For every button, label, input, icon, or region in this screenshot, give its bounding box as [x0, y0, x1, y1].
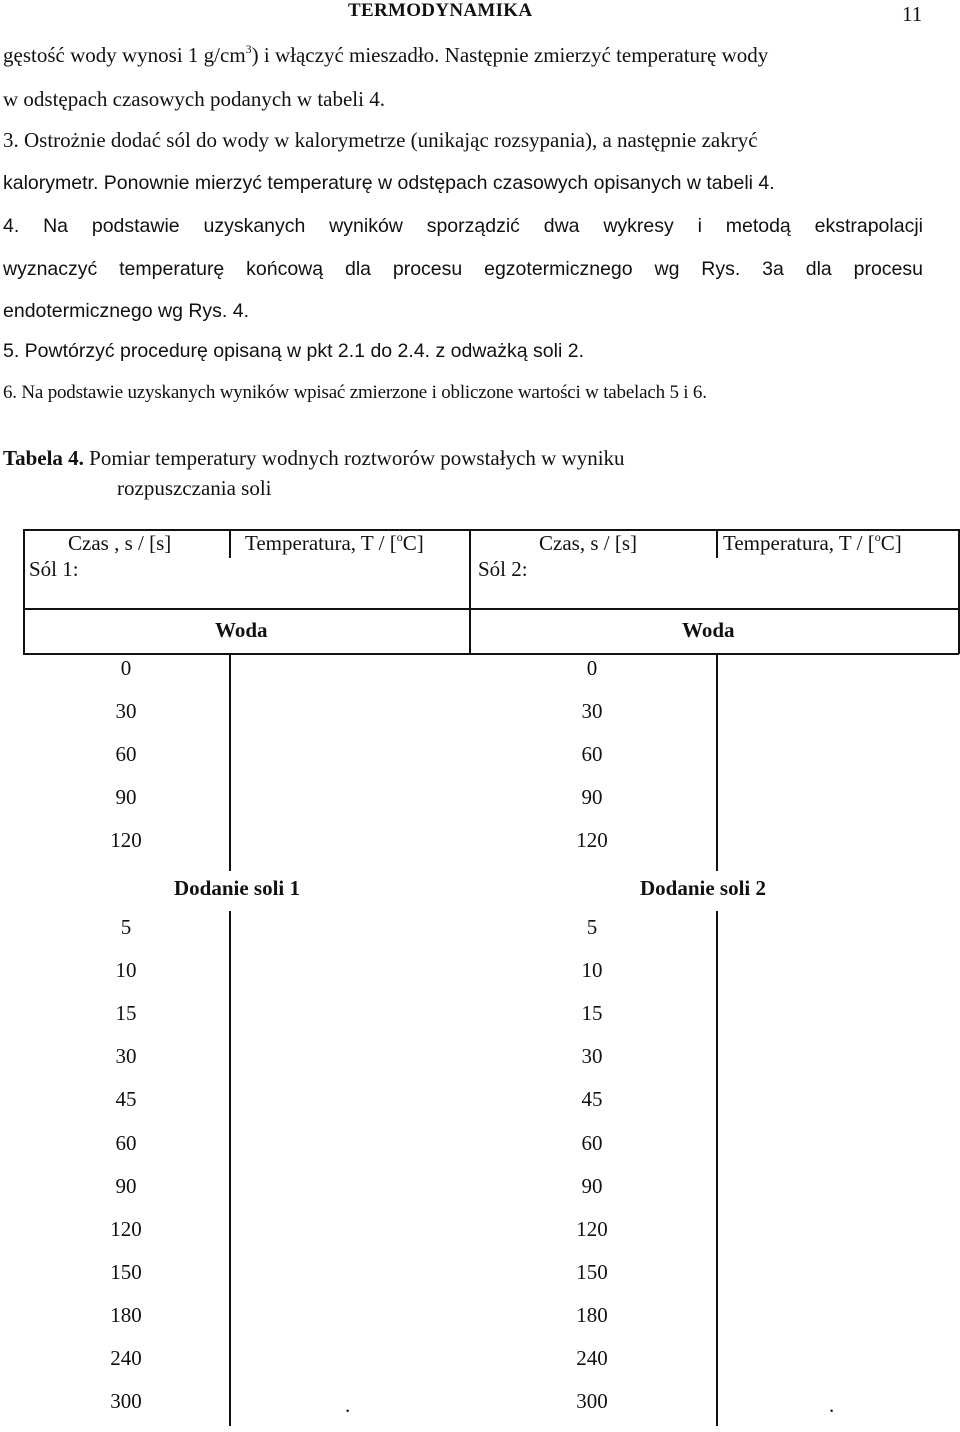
body-line-3: 3. Ostrożnie dodać sól do wody w kalorymetrze (unikając rozsypania), a następnie zakryć [3, 128, 758, 152]
salt-heading-2: Dodanie soli 2 [640, 876, 767, 900]
salt-time-cell-2: 180 [576, 1302, 608, 1327]
measurement-table [23, 526, 959, 1426]
header-temperature-2-b: C] [880, 531, 902, 555]
salt-time-cell-1: 300 [110, 1389, 142, 1414]
body-line-7: endotermicznego wg Rys. 4. [3, 300, 250, 322]
body-line-9: 6. Na podstawie uzyskanych wyników wpisać zmierzone i obliczone wartości w tabelach 5 i 6. [3, 382, 707, 403]
salt-time-cell-1: 150 [110, 1259, 142, 1284]
page-header-title: TERMODYNAMIKA [348, 0, 533, 21]
water-heading-2: Woda [682, 618, 735, 642]
water-time-divider-1 [229, 653, 231, 871]
body-line-1 [3, 42, 768, 68]
body-line-2: w odstępach czasowych podanych w tabeli 4. [3, 87, 385, 111]
header-divider-1 [229, 529, 231, 558]
salt-time-cell-1: 60 [115, 1130, 137, 1155]
salt-time-cell-1: 10 [115, 958, 137, 983]
page-number: 11 [902, 2, 923, 26]
water-row-top [23, 653, 959, 655]
header-time-2: Czas, s / [s] [539, 531, 637, 555]
header-temperature-1 [245, 531, 424, 556]
water-time-divider-2 [716, 653, 718, 871]
salt-time-cell-2: 240 [576, 1346, 608, 1370]
body-line-1-a: gęstość wody wynosi 1 g/cm [3, 43, 246, 67]
water-left-border [23, 608, 25, 654]
table-caption-label: Tabela 4. [3, 446, 84, 470]
table-sol-divider [23, 608, 959, 610]
table-caption-line-2: rozpuszczania soli [117, 476, 272, 500]
water-time-cell-1: 0 [120, 656, 132, 680]
salt-time-divider-2 [716, 911, 718, 1426]
salt-time-cell-1: 5 [120, 915, 132, 939]
salt-time-cell-1: 180 [110, 1302, 142, 1327]
degree-sup-1: o [396, 530, 403, 544]
water-time-cell-1: 30 [115, 699, 137, 724]
water-time-cell-2: 120 [576, 828, 608, 853]
salt-time-cell-2: 90 [581, 1173, 603, 1198]
water-time-cell-2: 0 [586, 656, 598, 680]
salt-heading-1: Dodanie soli 1 [174, 876, 301, 900]
salt-time-divider-1 [229, 911, 231, 1426]
header-divider-3 [716, 529, 718, 558]
superscript-3: 3 [245, 42, 252, 56]
table-right-border [958, 529, 960, 609]
salt-2-label: Sól 2: [478, 557, 528, 581]
body-line-4: kalorymetr. Ponownie mierzyć temperaturę w odstępach czasowych opisanych w tabeli 4. [3, 172, 775, 194]
salt-1-label: Sól 1: [29, 557, 79, 581]
salt-time-cell-1: 90 [115, 1173, 137, 1198]
header-temperature-2 [723, 531, 902, 556]
water-time-cell-1: 60 [115, 742, 137, 767]
salt-time-cell-2: 30 [581, 1044, 603, 1069]
water-heading-1: Woda [215, 618, 268, 642]
header-temperature-1-b: C] [402, 531, 424, 555]
salt-time-cell-1: 120 [110, 1216, 142, 1241]
trailing-dot-2: . [829, 1393, 835, 1417]
salt-time-cell-2: 120 [576, 1216, 608, 1241]
body-line-5: 4. Na podstawie uzyskanych wyników sporządzić dwa wykresy i metodą ekstrapolacji [3, 215, 923, 237]
degree-sup-2: o [874, 530, 881, 544]
body-line-8: 5. Powtórzyć procedurę opisaną w pkt 2.1 do 2.4. z odważką soli 2. [3, 340, 584, 362]
salt-time-cell-2: 10 [581, 958, 603, 983]
salt-time-cell-2: 150 [576, 1259, 608, 1284]
salt-time-cell-1: 30 [115, 1044, 137, 1069]
salt-time-cell-2: 300 [576, 1389, 608, 1414]
header-temperature-2-a: Temperatura, T / [ [723, 531, 875, 555]
water-time-cell-1: 120 [110, 828, 142, 853]
salt-time-cell-1: 45 [115, 1087, 137, 1112]
water-time-cell-2: 90 [581, 785, 603, 810]
salt-time-cell-2: 5 [586, 915, 598, 939]
water-mid-border [469, 608, 471, 654]
water-time-cell-1: 90 [115, 785, 137, 810]
table-caption [3, 446, 625, 471]
body-line-1-b: ) i włączyć mieszadło. Następnie zmierzyć temperaturę wody [251, 43, 769, 67]
table-left-border [23, 529, 25, 609]
header-temperature-1-a: Temperatura, T / [ [245, 531, 397, 555]
salt-time-cell-1: 240 [110, 1346, 142, 1370]
salt-time-cell-1: 15 [115, 1001, 137, 1026]
salt-time-cell-2: 45 [581, 1087, 603, 1112]
water-right-border [958, 608, 960, 654]
salt-time-cell-2: 15 [581, 1001, 603, 1026]
salt-time-cell-2: 60 [581, 1130, 603, 1155]
table-mid-border [469, 529, 471, 609]
body-line-6: wyznaczyć temperaturę końcową dla procesu egzotermicznego wg Rys. 3a dla procesu [3, 258, 923, 280]
header-time-1: Czas , s / [s] [68, 531, 172, 555]
water-time-cell-2: 60 [581, 742, 603, 767]
table-caption-text: Pomiar temperatury wodnych roztworów powstałych w wyniku [89, 446, 625, 470]
water-time-cell-2: 30 [581, 699, 603, 724]
trailing-dot-1: . [345, 1393, 351, 1417]
